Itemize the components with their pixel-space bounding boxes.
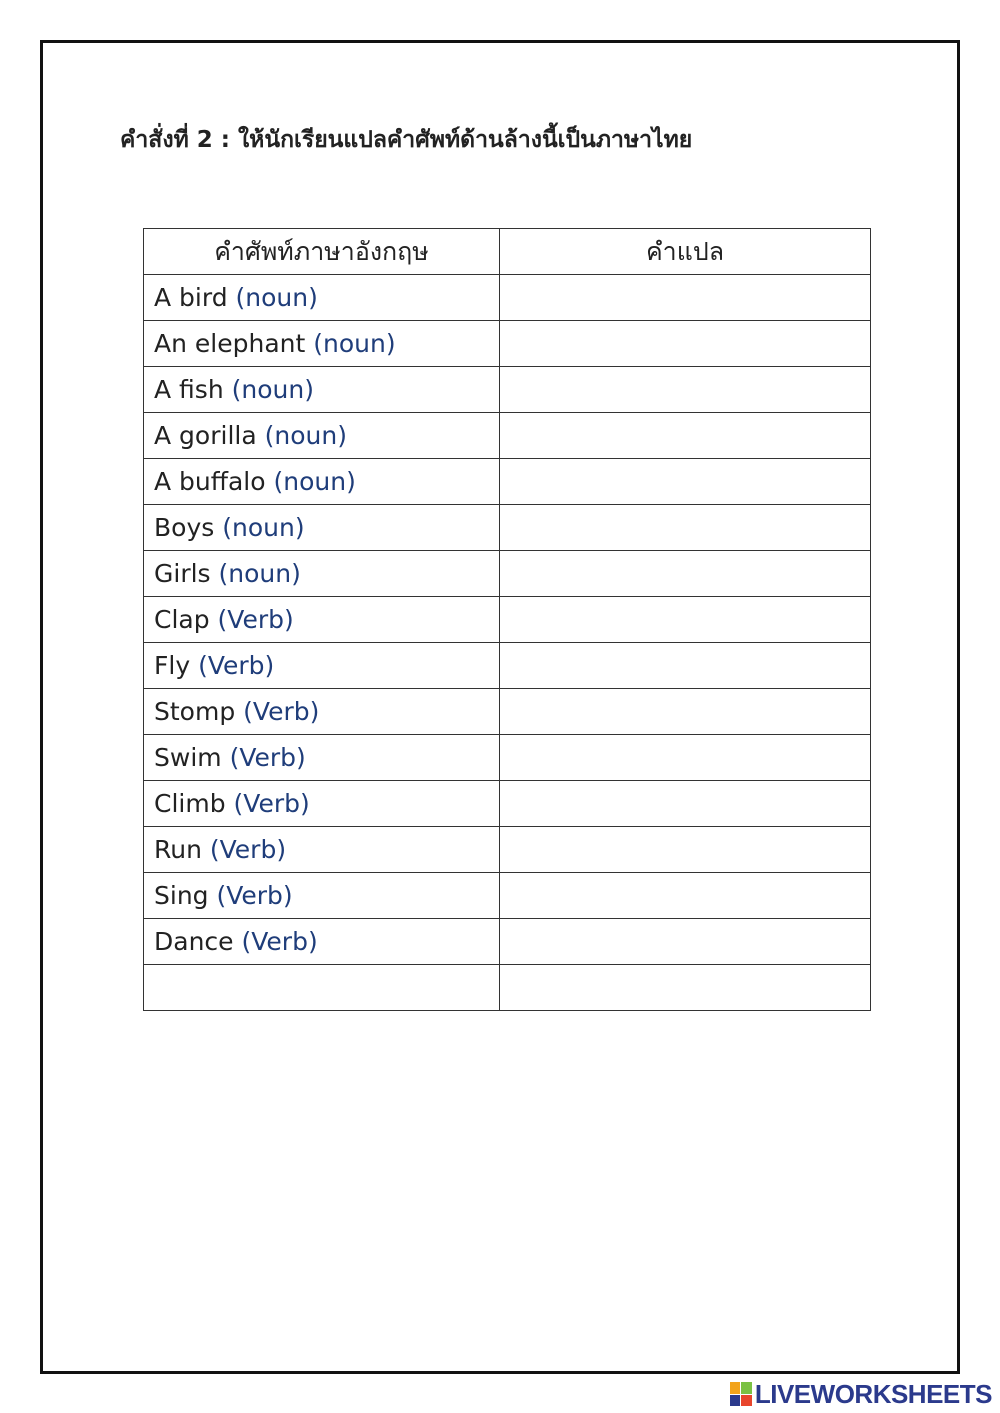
vocab-word: Dance bbox=[154, 927, 234, 956]
instruction-text: คำสั่งที่ 2 : ให้นักเรียนแปลคำศัพท์ด้านล้างนี้เป็นภาษาไทย bbox=[120, 127, 693, 153]
part-of-speech: (noun) bbox=[235, 283, 318, 312]
vocab-word: An elephant bbox=[154, 329, 306, 358]
table-row bbox=[144, 505, 871, 551]
vocab-word: Stomp bbox=[154, 697, 236, 726]
logo-square-orange bbox=[730, 1382, 741, 1394]
table-row bbox=[144, 965, 871, 1011]
translation-cell[interactable] bbox=[500, 413, 871, 459]
part-of-speech: (Verb) bbox=[198, 651, 275, 680]
table-row bbox=[144, 827, 871, 873]
vocab-cell bbox=[144, 367, 500, 413]
vocab-word: Boys bbox=[154, 513, 215, 542]
translation-cell[interactable] bbox=[500, 459, 871, 505]
table-row bbox=[144, 873, 871, 919]
table-row bbox=[144, 735, 871, 781]
vocab-cell bbox=[144, 275, 500, 321]
translation-cell[interactable] bbox=[500, 827, 871, 873]
vocab-word: A gorilla bbox=[154, 421, 257, 450]
vocabulary-table bbox=[143, 228, 871, 1011]
translation-cell[interactable] bbox=[500, 275, 871, 321]
part-of-speech: (Verb) bbox=[216, 881, 293, 910]
table-row bbox=[144, 551, 871, 597]
vocab-cell bbox=[144, 643, 500, 689]
table-header-row bbox=[144, 229, 871, 275]
vocab-cell bbox=[144, 689, 500, 735]
vocab-cell bbox=[144, 827, 500, 873]
vocab-word: A fish bbox=[154, 375, 224, 404]
vocab-cell bbox=[144, 781, 500, 827]
part-of-speech: (noun) bbox=[222, 513, 305, 542]
vocab-cell bbox=[144, 459, 500, 505]
logo-text: LIVEWORKSHEETS bbox=[754, 1378, 992, 1409]
translation-cell[interactable] bbox=[500, 873, 871, 919]
vocab-word: A buffalo bbox=[154, 467, 266, 496]
translation-cell[interactable] bbox=[500, 919, 871, 965]
part-of-speech: (noun) bbox=[218, 559, 301, 588]
vocab-word: A bird bbox=[154, 283, 228, 312]
vocab-cell bbox=[144, 413, 500, 459]
vocab-cell bbox=[144, 321, 500, 367]
part-of-speech: (noun) bbox=[231, 375, 314, 404]
part-of-speech: (Verb) bbox=[233, 789, 310, 818]
translation-cell[interactable] bbox=[500, 321, 871, 367]
vocab-cell bbox=[144, 873, 500, 919]
vocab-word: Run bbox=[154, 835, 202, 864]
part-of-speech: (Verb) bbox=[217, 605, 294, 634]
table-row bbox=[144, 643, 871, 689]
table-row bbox=[144, 367, 871, 413]
vocab-word: Climb bbox=[154, 789, 226, 818]
header-translation: คำแปล bbox=[500, 229, 871, 275]
translation-cell[interactable] bbox=[500, 367, 871, 413]
table-row bbox=[144, 781, 871, 827]
header-english-vocabulary: คำศัพท์ภาษาอังกฤษ bbox=[144, 229, 500, 275]
table-row bbox=[144, 919, 871, 965]
vocab-cell bbox=[144, 919, 500, 965]
logo-square-blue bbox=[730, 1395, 741, 1407]
part-of-speech: (Verb) bbox=[209, 835, 287, 864]
part-of-speech: (Verb) bbox=[243, 697, 320, 726]
part-of-speech: (noun) bbox=[313, 329, 396, 358]
vocab-word: Sing bbox=[154, 881, 209, 910]
translation-cell[interactable] bbox=[500, 965, 871, 1011]
table-row bbox=[144, 275, 871, 321]
table-row bbox=[144, 459, 871, 505]
table-row bbox=[144, 689, 871, 735]
part-of-speech: (Verb) bbox=[241, 927, 318, 956]
vocab-word: Clap bbox=[154, 605, 210, 634]
translation-cell[interactable] bbox=[500, 735, 871, 781]
table-row bbox=[144, 597, 871, 643]
translation-cell[interactable] bbox=[500, 643, 871, 689]
vocab-word: Swim bbox=[154, 743, 222, 772]
translation-cell[interactable] bbox=[500, 781, 871, 827]
part-of-speech: (noun) bbox=[264, 421, 347, 450]
vocab-cell bbox=[144, 597, 500, 643]
vocab-word: Girls bbox=[154, 559, 211, 588]
vocab-cell bbox=[144, 505, 500, 551]
vocab-cell bbox=[144, 965, 500, 1011]
translation-cell[interactable] bbox=[500, 505, 871, 551]
translation-cell[interactable] bbox=[500, 689, 871, 735]
translation-cell[interactable] bbox=[500, 551, 871, 597]
liveworksheets-logo-icon bbox=[730, 1382, 752, 1406]
logo-square-green bbox=[741, 1382, 752, 1394]
table-row bbox=[144, 413, 871, 459]
vocab-cell bbox=[144, 735, 500, 781]
liveworksheets-logo[interactable] bbox=[730, 1379, 992, 1409]
logo-square-red bbox=[741, 1395, 752, 1407]
part-of-speech: (noun) bbox=[273, 467, 356, 496]
vocab-word: Fly bbox=[154, 651, 191, 680]
translation-cell[interactable] bbox=[500, 597, 871, 643]
part-of-speech: (Verb) bbox=[229, 743, 306, 772]
vocab-cell bbox=[144, 551, 500, 597]
table-row bbox=[144, 321, 871, 367]
